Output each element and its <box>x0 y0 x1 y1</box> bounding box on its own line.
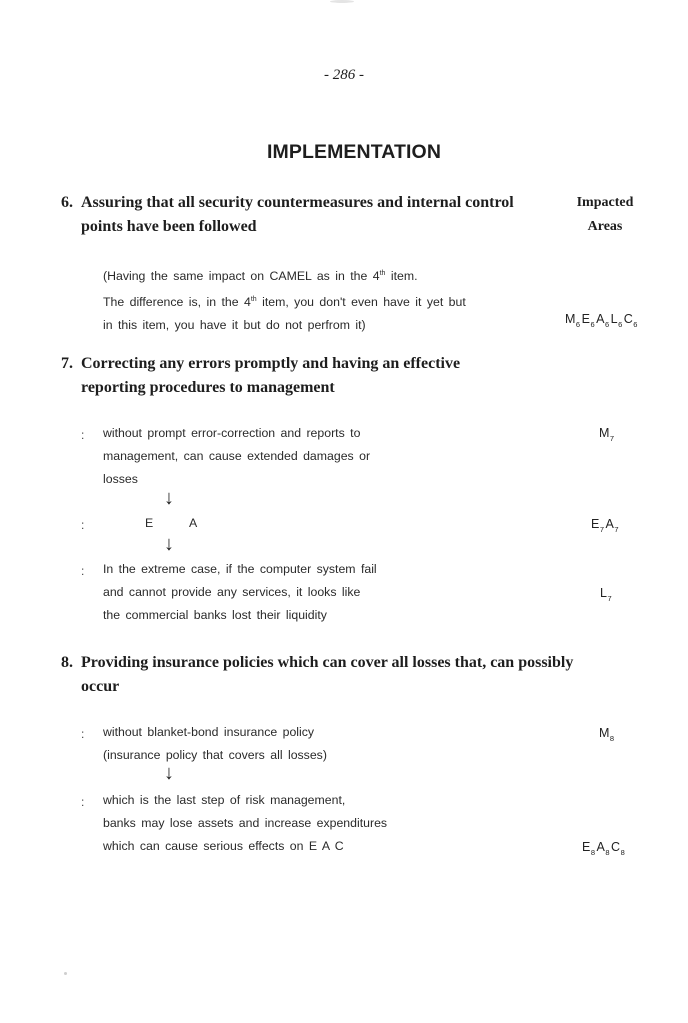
impact-index: 6 <box>590 320 596 329</box>
impact-index: 7 <box>607 594 613 603</box>
header-line: Areas <box>587 219 623 234</box>
scan-speck <box>64 972 67 975</box>
impact-letter: C <box>611 840 621 854</box>
impact-letter: L <box>610 312 619 326</box>
section-6-title <box>61 191 561 239</box>
paragraph-line: and cannot provide any services, it looks like <box>103 585 361 599</box>
impact-code-7b <box>591 517 620 534</box>
impact-code-8b <box>582 840 626 857</box>
paragraph-line: losses <box>103 472 138 486</box>
down-arrow-icon: ↓ <box>164 533 174 555</box>
impact-letter: A <box>605 517 615 531</box>
section-title-line: points have been followed <box>81 218 257 235</box>
impact-index: 7 <box>609 434 615 443</box>
scan-speck <box>330 0 354 3</box>
paragraph-line: without prompt error-correction and reports to <box>103 426 361 440</box>
impact-code-7c <box>600 586 613 603</box>
impact-letter: A <box>596 840 606 854</box>
note-text: item, you don't even have it yet but <box>256 295 466 309</box>
section-7-mid-letter-a: A <box>189 516 198 530</box>
impact-index: 6 <box>633 320 638 329</box>
impact-letter: E <box>591 517 600 531</box>
impact-code-6 <box>565 312 639 329</box>
section-number: 7. <box>61 355 73 372</box>
paragraph-line: which is the last step of risk management, <box>103 793 346 807</box>
impact-letter: M <box>565 312 576 326</box>
impact-index: 6 <box>604 320 610 329</box>
paragraph-line: In the extreme case, if the computer system fail <box>103 562 377 576</box>
section-title-line: Assuring that all security countermeasures and internal control <box>81 194 514 211</box>
section-8-paragraph-1 <box>103 721 523 767</box>
section-8-paragraph-2 <box>103 789 523 858</box>
section-title-line: occur <box>81 678 120 695</box>
ordinal-suffix: th <box>250 296 257 303</box>
section-title-line: Correcting any errors promptly and having an effective <box>81 355 461 372</box>
ordinal-suffix: th <box>379 270 386 277</box>
section-number: 8. <box>61 654 73 671</box>
section-7-paragraph-1 <box>103 422 523 491</box>
impact-letter: M <box>599 726 610 740</box>
impact-letter: M <box>599 426 610 440</box>
impact-code-8a <box>599 726 616 743</box>
impact-index: 7 <box>614 525 620 534</box>
impact-index: 7 <box>599 525 605 534</box>
paragraph-line: banks may lose assets and increase expenditures <box>103 816 388 830</box>
paragraph-line: without blanket-bond insurance policy <box>103 725 315 739</box>
colon-marker: : <box>81 564 85 578</box>
impacted-areas-header <box>565 191 645 239</box>
note-text: item. <box>385 269 418 283</box>
impact-index: 8 <box>605 848 611 857</box>
impact-letter: A <box>596 312 605 326</box>
page-number: - 286 - <box>324 67 364 83</box>
section-number: 6. <box>61 194 73 211</box>
colon-marker: : <box>81 428 85 442</box>
paragraph-line: the commercial banks lost their liquidity <box>103 608 327 622</box>
section-7-title <box>61 352 561 400</box>
section-6-note <box>103 262 523 337</box>
note-text: in this item, you have it but do not perfrom it) <box>103 318 366 332</box>
down-arrow-icon: ↓ <box>164 487 174 509</box>
colon-marker: : <box>81 518 85 532</box>
impact-index: 6 <box>618 320 623 329</box>
impact-index: 8 <box>609 734 615 743</box>
paragraph-line: which can cause serious effects on E A C <box>103 839 344 853</box>
impact-letter: C <box>623 312 634 326</box>
section-8-title <box>61 651 621 699</box>
paragraph-line: (insurance policy that covers all losses) <box>103 748 327 762</box>
colon-marker: : <box>81 727 85 741</box>
impact-index: 8 <box>620 848 626 857</box>
section-7-paragraph-3 <box>103 558 523 627</box>
section-title-line: Providing insurance policies which can cover all losses that, can possibly <box>81 654 574 671</box>
impact-letter: E <box>582 840 591 854</box>
impact-letter: L <box>600 586 608 600</box>
colon-marker: : <box>81 795 85 809</box>
section-title-line: reporting procedures to management <box>81 379 335 396</box>
impact-index: 8 <box>590 848 596 857</box>
page-title: IMPLEMENTATION <box>267 141 441 163</box>
paragraph-line: management, can cause extended damages or <box>103 449 371 463</box>
down-arrow-icon: ↓ <box>164 762 174 784</box>
impact-letter: E <box>581 312 591 326</box>
note-text: The difference is, in the 4 <box>103 295 251 309</box>
impact-index: 6 <box>575 320 581 329</box>
impact-code-7a <box>599 426 616 443</box>
note-text: (Having the same impact on CAMEL as in the 4 <box>103 269 380 283</box>
header-line: Impacted <box>576 195 634 210</box>
section-7-mid-letter-e: E <box>145 516 154 530</box>
